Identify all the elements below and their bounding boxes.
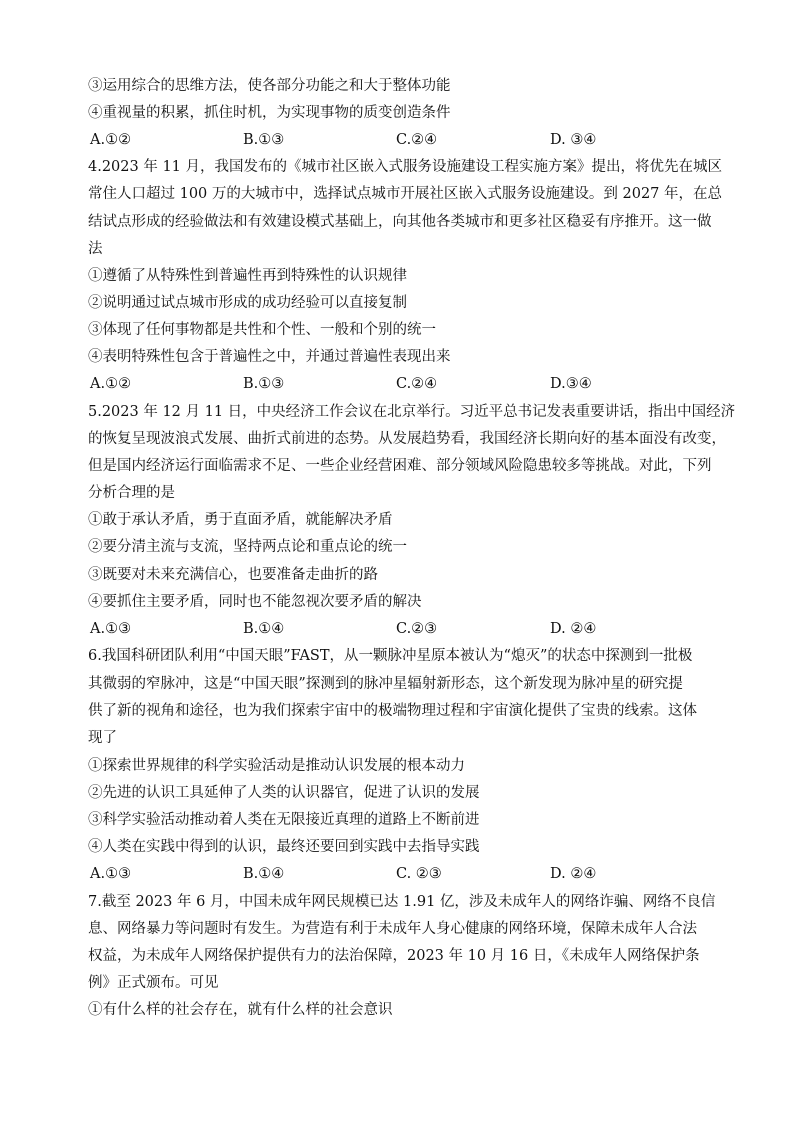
q6-statement-4: ④人类在实践中得到的认识，最终还要回到实践中去指导实践 (88, 839, 480, 855)
q4-options (90, 374, 710, 394)
q3-options (90, 130, 710, 150)
q6-stem-line-1: 6.我国科研团队利用“中国天眼”FAST，从一颗脉冲星原本被认为“熄灭”的状态中探测到一批极 (88, 648, 693, 664)
q5-stem-line-1: 5.2023 年 12 月 11 日，中央经济工作会议在北京举行。习近平总书记发表重要讲话，指出中国经济 (88, 404, 736, 420)
q5-stem-line-3: 但是国内经济运行面临需求不足、一些企业经营困难、部分领域风险隐患较多等挑战。对此，下列 (88, 458, 712, 474)
q4-stem-line-3: 结试点形成的经验做法和有效建设模式基础上，向其他各类城市和更多社区稳妥有序推开。这一做 (88, 214, 712, 230)
q3-option-d: D. ③④ (550, 132, 597, 148)
q5-statement-2: ②要分清主流与支流，坚持两点论和重点论的统一 (88, 539, 407, 555)
q6-stem-line-4: 现了 (88, 730, 117, 746)
q6-stem-line-2: 其微弱的窄脉冲，这是“中国天眼”探测到的脉冲星辐射新形态，这个新发现为脉冲星的研究提 (88, 676, 683, 692)
q5-stem-line-4: 分析合理的是 (88, 485, 175, 501)
q4-option-d: D.③④ (550, 376, 592, 392)
q5-option-c: C.②③ (396, 621, 438, 637)
q3-statement-4: ④重视量的积累，抓住时机，为实现事物的质变创造条件 (88, 105, 451, 121)
q4-option-a: A.①② (90, 376, 132, 392)
q6-statement-3: ③科学实验活动推动着人类在无限接近真理的道路上不断前进 (88, 812, 480, 828)
q5-option-b: B.①④ (243, 621, 285, 637)
q4-statement-3: ③体现了任何事物都是共性和个性、一般和个别的统一 (88, 322, 436, 338)
q6-option-d: D. ②④ (550, 866, 597, 882)
q7-statement-1: ①有什么样的社会存在，就有什么样的社会意识 (88, 1002, 393, 1018)
q6-option-c: C. ②③ (396, 866, 442, 882)
q6-option-b: B.①④ (243, 866, 285, 882)
q3-option-a: A.①② (90, 132, 132, 148)
q3-option-c: C.②④ (396, 132, 438, 148)
q4-statement-2: ②说明通过试点城市形成的成功经验可以直接复制 (88, 295, 407, 311)
q5-option-a: A.①③ (90, 621, 132, 637)
q6-stem-line-3: 供了新的视角和途径，也为我们探索宇宙中的极端物理过程和宇宙演化提供了宝贵的线索。这体 (88, 703, 697, 719)
q6-statement-2: ②先进的认识工具延伸了人类的认识器官，促进了认识的发展 (88, 785, 480, 801)
q7-stem-line-4: 例》正式颁布。可见 (88, 975, 219, 991)
q7-stem-line-2: 息、网络暴力等问题时有发生。为营造有利于未成年人身心健康的网络环境，保障未成年人合法 (88, 921, 697, 937)
q3-statement-3: ③运用综合的思维方法，使各部分功能之和大于整体功能 (88, 78, 451, 94)
q5-statement-4: ④要抓住主要矛盾，同时也不能忽视次要矛盾的解决 (88, 594, 422, 610)
q7-stem-line-3: 权益，为未成年人网络保护提供有力的法治保障，2023 年 10 月 16 日，《未成年人网络保护条 (88, 948, 700, 964)
q7-stem-line-1: 7.截至 2023 年 6 月，中国未成年网民规模已达 1.91 亿，涉及未成年人的网络诈骗、网络不良信 (88, 894, 716, 910)
q3-option-b: B.①③ (243, 132, 285, 148)
q4-option-c: C.②④ (396, 376, 438, 392)
q4-stem-line-1: 4.2023 年 11 月，我国发布的《城市社区嵌入式服务设施建设工程实施方案》提出，将优先在城区 (88, 159, 723, 175)
q6-statement-1: ①探索世界规律的科学实验活动是推动认识发展的根本动力 (88, 758, 465, 774)
q6-options (90, 864, 710, 884)
q5-stem-line-2: 的恢复呈现波浪式发展、曲折式前进的态势。从发展趋势看，我国经济长期向好的基本面没有改变， (88, 431, 726, 447)
q4-option-b: B.①③ (243, 376, 285, 392)
q5-statement-1: ①敢于承认矛盾，勇于直面矛盾，就能解决矛盾 (88, 512, 393, 528)
q6-option-a: A.①③ (90, 866, 132, 882)
q4-statement-4: ④表明特殊性包含于普遍性之中，并通过普遍性表现出来 (88, 349, 451, 365)
q4-stem-line-4: 法 (88, 241, 103, 257)
q4-stem-line-2: 常住人口超过 100 万的大城市中，选择试点城市开展社区嵌入式服务设施建设。到 2027 年，在总 (88, 186, 723, 202)
q4-statement-1: ①遵循了从特殊性到普遍性再到特殊性的认识规律 (88, 268, 407, 284)
q5-options (90, 619, 710, 639)
q5-statement-3: ③既要对未来充满信心，也要准备走曲折的路 (88, 567, 378, 583)
q5-option-d: D. ②④ (550, 621, 597, 637)
